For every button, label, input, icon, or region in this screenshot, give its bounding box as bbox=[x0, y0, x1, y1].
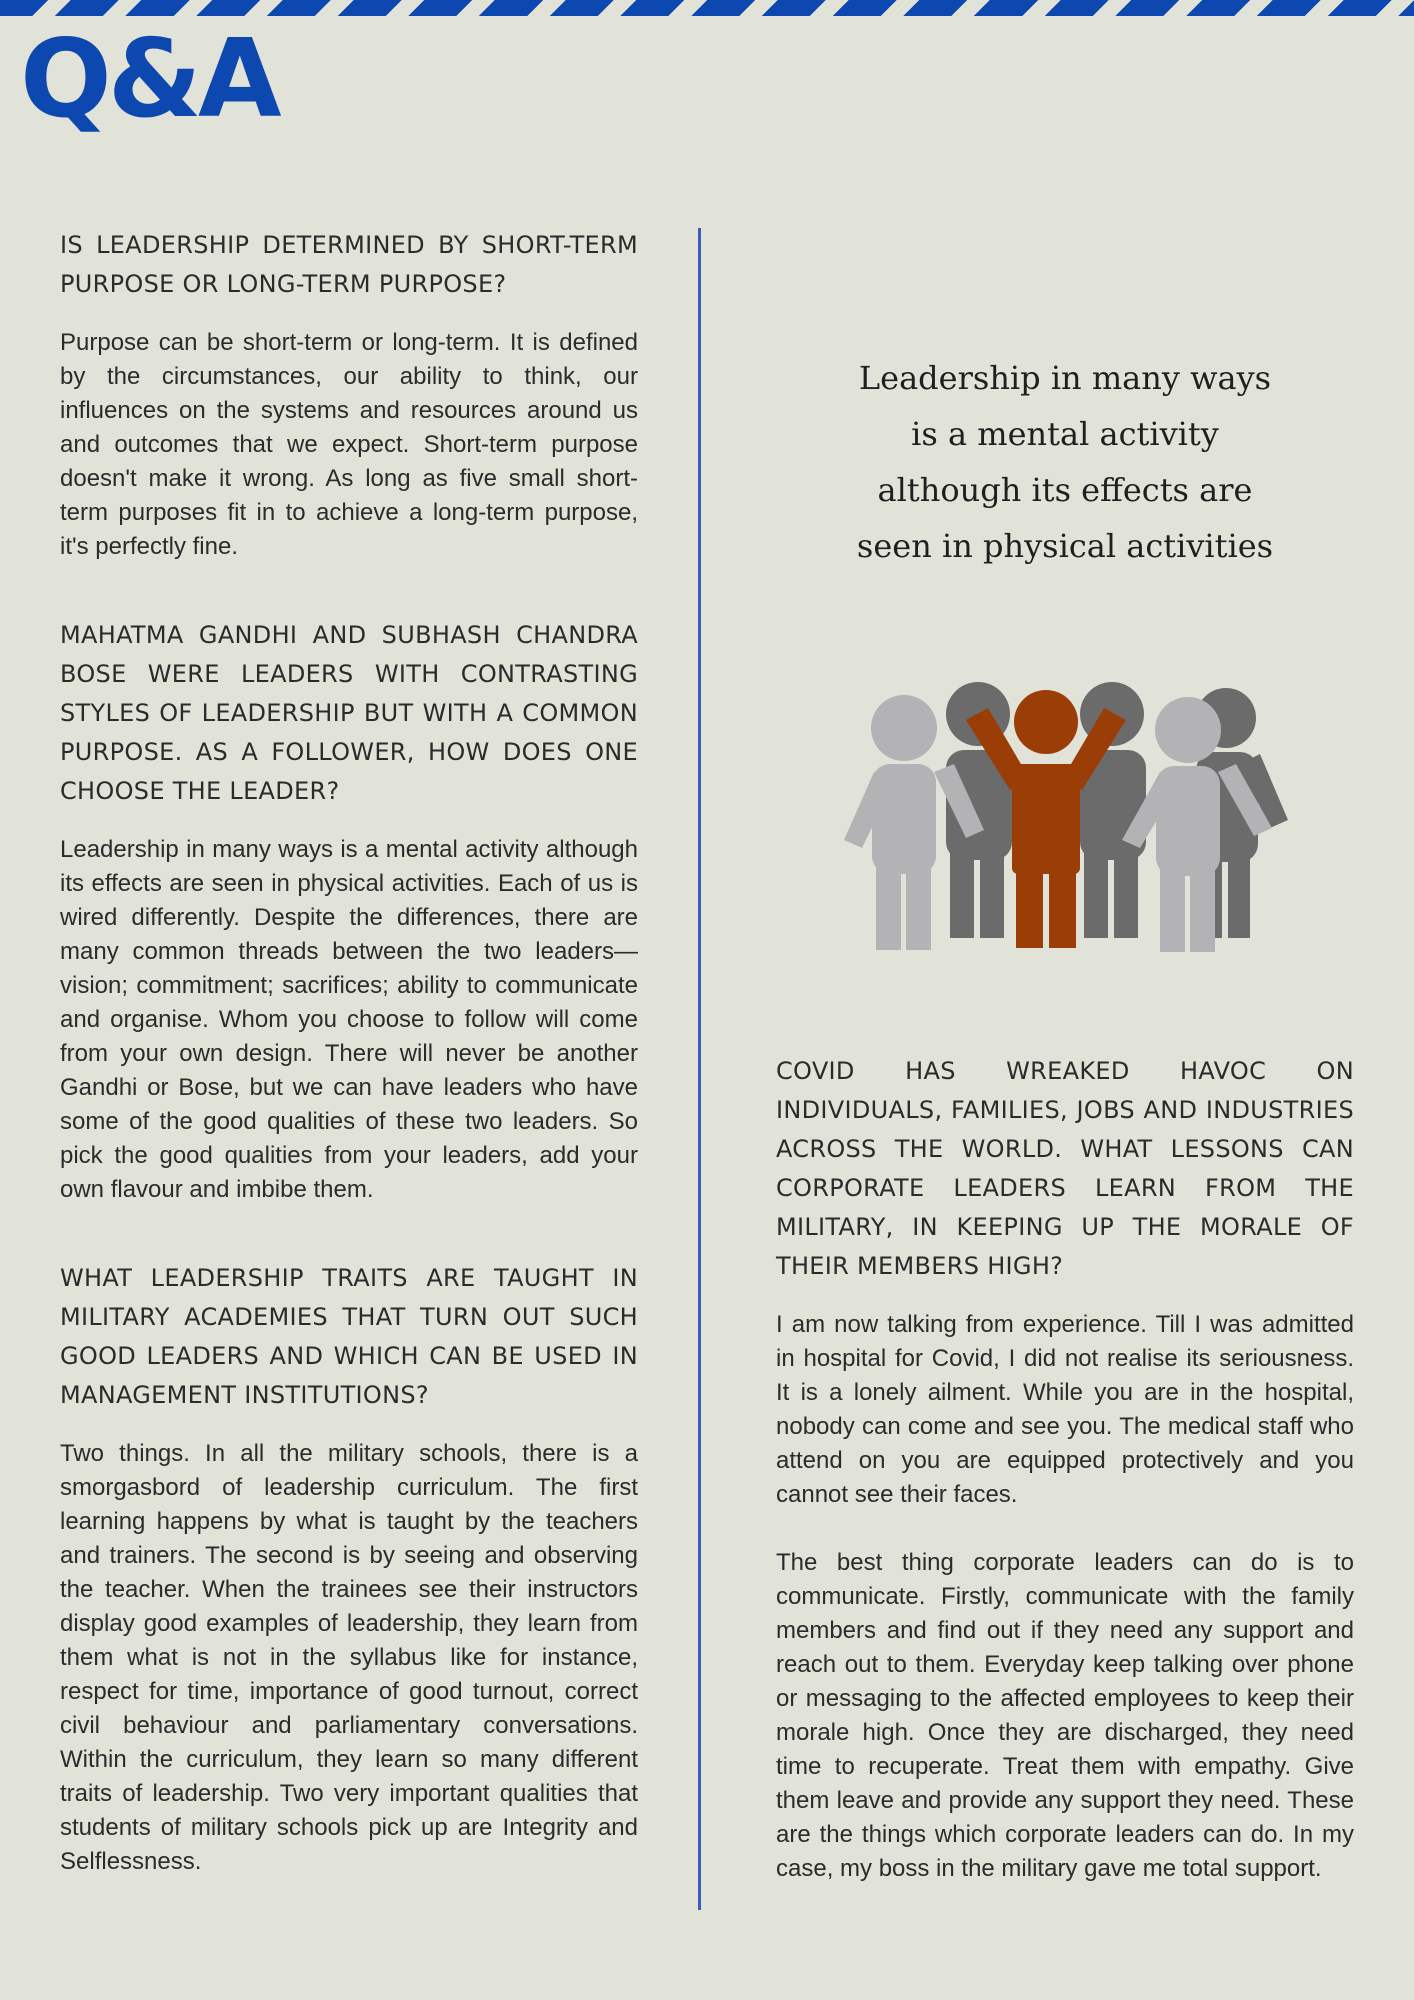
answer-4-paragraph-1: I am now talking from experience. Till I was admitted in hospital for Covid, I did not realise its seriousness. It is a lonely ailment. While you are in the hospital, nobody can come and see you. The medical staff who attend on you are equipped protectively and you cannot see their faces. bbox=[776, 1311, 1354, 1508]
answer-3: Two things. In all the military schools, there is a smorgasbord of leadership curriculum. The first learning happens by what is taught by the teachers and trainers. The second is by seeing and observing the teacher. When the trainees see their instructors display good examples of leadership, they learn from them what is not in the syllabus like for instance, respect for time, importance of good turnout, correct civil behaviour and parliamentary conversations. Within the curriculum, they learn so many different traits of leadership. Two very important qualities that students of military schools pick up are Integrity and Selflessness. bbox=[60, 1440, 638, 1875]
question-1: IS LEADERSHIP DETERMINED BY SHORT-TERM PURPOSE OR LONG-TERM PURPOSE? bbox=[60, 231, 638, 298]
top-stripe-border bbox=[0, 0, 1414, 16]
column-divider bbox=[698, 228, 701, 1910]
answer-2: Leadership in many ways is a mental activity although its effects are seen in physical activities. Each of us is wired differently. Despite the differences, there are many common threads between the two leaders—vision; commitment; sacrifices; ability to communicate and organise. Whom you choose to follow will come from your own design. There will never be another Gandhi or Bose, but we can have leaders who have some of the good qualities of these two leaders. So pick the good qualities from your leaders, add your own flavour and imbibe them. bbox=[60, 836, 638, 1203]
question-3: WHAT LEADERSHIP TRAITS ARE TAUGHT IN MILITARY ACADEMIES THAT TURN OUT SUCH GOOD LEADERS AND WHICH CAN BE USED IN MANAGEMENT INSTITUTIONS? bbox=[60, 1264, 638, 1409]
question-4: COVID HAS WREAKED HAVOC ON INDIVIDUALS, FAMILIES, JOBS AND INDUSTRIES ACROSS THE WORLD. WHAT LESSONS CAN CORPORATE LEADERS LEARN FROM THE MILITARY, IN KEEPING UP THE MORALE OF THEIR MEMBERS HIGH? bbox=[776, 1057, 1354, 1280]
right-column bbox=[776, 1052, 1354, 1886]
question-2: MAHATMA GANDHI AND SUBHASH CHANDRA BOSE WERE LEADERS WITH CONTRASTING STYLES OF LEADERSHIP BUT WITH A COMMON PURPOSE. AS A FOLLOWER, HOW DOES ONE CHOOSE THE LEADER? bbox=[60, 621, 638, 805]
pull-quote-line: Leadership in many ways bbox=[858, 359, 1272, 397]
answer-4-paragraph-2: The best thing corporate leaders can do is to communicate. Firstly, communicate with the family members and find out if they need any support and reach out to them. Everyday keep talking over phone or messaging to the affected employees to keep their morale high. Once they are discharged, they need time to recuperate. Treat them with empathy. Give them leave and provide any support they need. These are the things which corporate leaders can do. In my case, my boss in the military gave me total support. bbox=[776, 1549, 1354, 1882]
qa-block-4 bbox=[776, 1052, 1354, 1886]
qa-block-2 bbox=[60, 616, 638, 1207]
qa-block-1 bbox=[60, 226, 638, 564]
pull-quote bbox=[776, 350, 1354, 574]
pull-quote-line: seen in physical activities bbox=[856, 527, 1274, 565]
pull-quote-line: although its effects are bbox=[877, 471, 1253, 509]
page-title: Q&A bbox=[20, 17, 278, 142]
group-of-people-icon bbox=[838, 680, 1298, 970]
answer-1: Purpose can be short-term or long-term. It is defined by the circumstances, our ability to think, our influences on the systems and resources around us and outcomes that we expect. Short-term purpose doesn't make it wrong. As long as five small short-term purposes fit in to achieve a long-term purpose, it's perfectly fine. bbox=[60, 329, 638, 560]
left-column bbox=[60, 226, 638, 1879]
pull-quote-line: is a mental activity bbox=[911, 415, 1219, 453]
qa-block-3 bbox=[60, 1259, 638, 1879]
